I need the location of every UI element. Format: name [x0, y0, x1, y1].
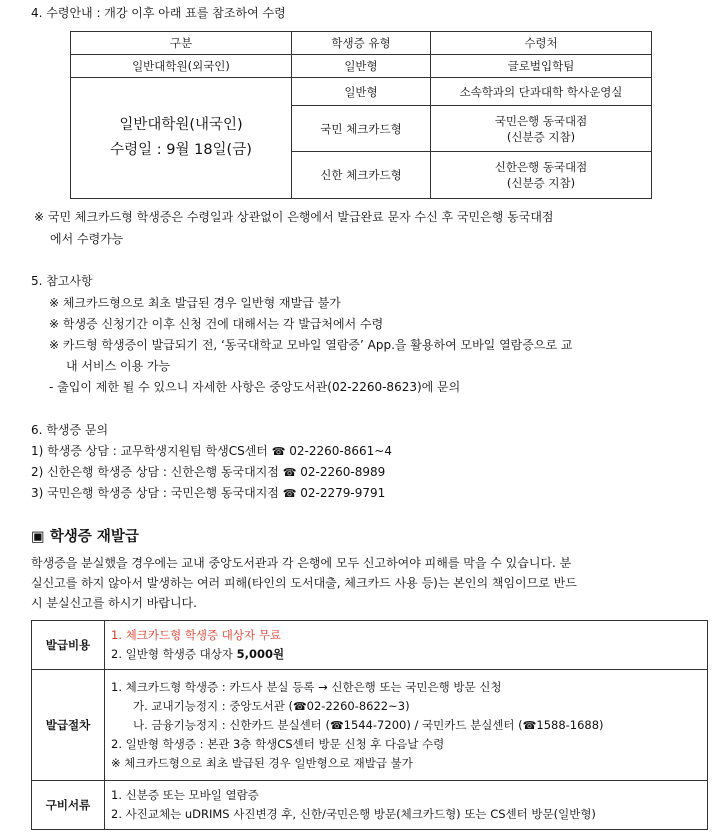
procedure-line [111, 716, 701, 735]
section-5-heading: 5. 참고사항 [31, 274, 93, 288]
note-item: - 출입이 제한 될 수 있으니 자세한 사항은 중앙도서관(02-2260-8623)에 문의 [49, 380, 461, 394]
sh-type-cell: 신한 체크카드형 [292, 152, 431, 199]
kb-note-line2: 에서 수령가능 [50, 232, 124, 246]
section-4-heading: 4. 수령안내 : 개강 이후 아래 표를 참조하여 수령 [31, 6, 286, 20]
cost-label: 발급비용 [32, 621, 105, 670]
receipt-table [70, 31, 652, 199]
kb-type-cell: 국민 체크카드형 [292, 106, 431, 152]
reissue-para-line: 실신고를 하지 않아서 발생하는 여러 피해(타인의 도서대출, 체크카드 사용 등)는 본인의 책임이므로 반드 [31, 576, 577, 590]
procedure-line-text: 가. 교내기능정지 : 중앙도서관 ( [133, 698, 293, 713]
foreign-type-cell: 일반형 [292, 55, 431, 78]
cost-line-1: 1. 체크카드형 학생증 대상자 무료 [111, 628, 282, 642]
procedure-phone: 1588-1688) [536, 717, 604, 732]
general-place-cell: 소속학과의 단과대학 학사운영실 [431, 78, 652, 106]
procedure-line [111, 697, 701, 716]
domestic-grad-cell [71, 78, 292, 199]
kb-place-line1: 국민은행 동국대점 [494, 113, 588, 128]
cost-line-2-text: 2. 일반형 학생증 대상자 [111, 647, 237, 661]
docs-line: 1. 신분증 또는 모바일 열람증 [111, 788, 259, 802]
contact-text: 2) 신한은행 학생증 상담 : 신한은행 동국대지점 [31, 465, 279, 479]
contact-line [31, 444, 392, 459]
col-header-category: 구분 [71, 32, 292, 55]
contact-phone: 02-2279-9791 [300, 486, 386, 500]
contact-phone: 02-2260-8989 [300, 465, 386, 479]
kb-note-line1: ※ 국민 체크카드형 학생증은 수령일과 상관없이 은행에서 발급완료 문자 수신 후 국민은행 동국대점 [34, 210, 554, 224]
note-item: ※ 체크카드형으로 최초 발급된 경우 일반형 재발급 불가 [49, 296, 341, 310]
kb-place-line2: (신분증 지참) [506, 129, 576, 144]
contact-text: 3) 국민은행 학생증 상담 : 국민은행 동국대지점 [31, 486, 279, 500]
reissue-para-line: 시 분실신고를 하시기 바랍니다. [31, 596, 197, 610]
domestic-group-label: 일반대학원(내국인) [119, 117, 243, 133]
contact-text: 1) 학생증 상담 : 교무학생지원팀 학생CS센터 [31, 444, 268, 458]
reissue-para-line: 학생증을 분실했을 경우에는 교내 중앙도서관과 각 은행에 모두 신고하여야 피해를 막을 수 있습니다. 분 [31, 556, 572, 570]
note-item: 내 서비스 이용 가능 [66, 359, 171, 373]
reissue-title: ▣ 학생증 재발급 [31, 529, 139, 545]
sh-place-line2: (신분증 지참) [506, 176, 576, 190]
cost-content [105, 621, 708, 670]
note-item: ※ 카드형 학생증이 발급되기 전, ‘동국대학교 모바일 열람증’ App.을 활용하여 모바일 열람증으로 교 [49, 338, 573, 352]
phone-icon: ☎ [522, 718, 537, 732]
docs-content [105, 781, 708, 830]
contact-line [31, 486, 385, 501]
docs-line: 2. 사진교체는 uDRIMS 사진변경 후, 신한/국민은행 방문(체크카드형) 또는 CS센터 방문(일반형) [111, 807, 596, 821]
docs-label: 구비서류 [32, 781, 105, 830]
procedure-line: 1. 체크카드형 학생증 : 카드사 분실 등록 → 신한은행 또는 국민은행 방문 신청 [111, 679, 502, 694]
sh-place-line1: 신한은행 동국대점 [494, 160, 588, 174]
phone-icon: ☎ [271, 445, 286, 458]
kb-place-cell [431, 106, 652, 152]
procedure-line: 2. 일반형 학생증 : 본관 3층 학생CS센터 방문 신청 후 다음날 수령 [111, 736, 445, 751]
cost-line-2 [111, 645, 701, 664]
procedure-phone: 02-2260-8622~3) [306, 698, 410, 713]
phone-icon: ☎ [292, 699, 307, 713]
cost-amount: 5,000원 [236, 647, 285, 661]
phone-icon: ☎ [329, 718, 344, 732]
general-type-cell: 일반형 [292, 78, 431, 106]
section-6-heading: 6. 학생증 문의 [31, 423, 109, 437]
receipt-date: 수령일 : 9월 18일(금) [110, 142, 252, 158]
col-header-place: 수령처 [431, 32, 652, 55]
foreign-place-cell: 글로벌입학팀 [431, 55, 652, 78]
procedure-line: ※ 체크카드형으로 최초 발급된 경우 일반형으로 재발급 불가 [111, 755, 413, 770]
note-item: ※ 학생증 신청기간 이후 신청 건에 대해서는 각 발급처에서 수령 [49, 317, 384, 331]
procedure-content [105, 670, 708, 781]
contact-phone: 02-2260-8661~4 [289, 444, 392, 458]
phone-icon: ☎ [282, 466, 297, 479]
procedure-line-text: 나. 금융기능정지 : 신한카드 분실센터 ( [133, 717, 330, 732]
col-header-type: 학생증 유형 [292, 32, 431, 55]
procedure-label: 발급절차 [32, 670, 105, 781]
contact-line [31, 465, 385, 480]
phone-icon: ☎ [282, 487, 297, 500]
foreign-grad-cell: 일반대학원(외국인) [71, 55, 292, 78]
procedure-phone: 1544-7200) / 국민카드 분실센터 ( [343, 717, 523, 732]
sh-place-cell [431, 152, 652, 199]
reissue-table [31, 620, 708, 830]
